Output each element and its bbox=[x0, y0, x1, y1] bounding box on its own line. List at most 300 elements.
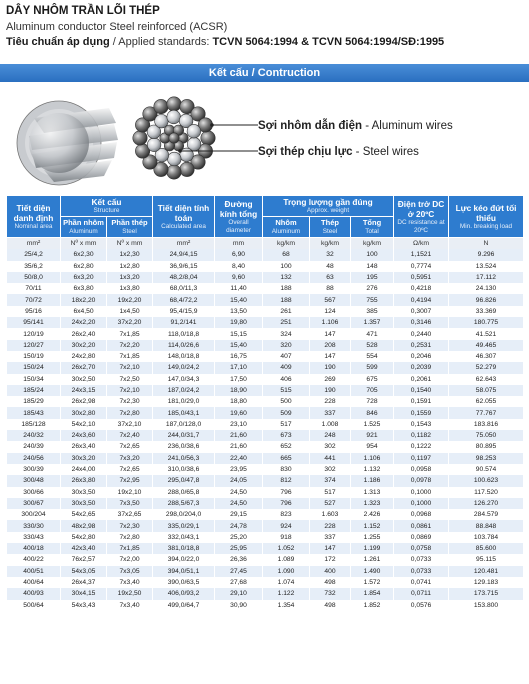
table-cell: 30x2,20 bbox=[61, 340, 107, 351]
table-cell: 251 bbox=[263, 317, 310, 328]
unit-cell: kg/km bbox=[351, 238, 394, 250]
table-cell: 6,90 bbox=[215, 249, 263, 260]
table-cell: 24,78 bbox=[215, 520, 263, 531]
table-cell: 0,4218 bbox=[394, 283, 449, 294]
unit-cell: mm bbox=[215, 238, 263, 250]
table-row bbox=[7, 453, 524, 464]
table-cell: 22,40 bbox=[215, 453, 263, 464]
table-cell: 705 bbox=[351, 385, 394, 396]
table-cell: 48,2/8,04 bbox=[153, 272, 215, 283]
table-cell: 1.132 bbox=[351, 464, 394, 475]
table-row bbox=[7, 588, 524, 599]
table-cell: 240/56 bbox=[7, 453, 61, 464]
table-cell: 652 bbox=[263, 441, 310, 452]
table-cell: 374 bbox=[310, 475, 351, 486]
table-cell: 1.186 bbox=[351, 475, 394, 486]
table-cell: 37x2,65 bbox=[107, 509, 153, 520]
table-cell: 288,5/67,3 bbox=[153, 498, 215, 509]
table-row bbox=[7, 407, 524, 418]
outer-wire bbox=[180, 162, 194, 176]
table-cell: 27,45 bbox=[215, 566, 263, 577]
table-cell: 21,60 bbox=[215, 441, 263, 452]
table-cell: 0,1559 bbox=[394, 407, 449, 418]
table-cell: 0,2039 bbox=[394, 362, 449, 373]
table-cell: 19x2,50 bbox=[107, 588, 153, 599]
table-cell: 406,0/93,2 bbox=[153, 588, 215, 599]
table-cell: 1.603 bbox=[310, 509, 351, 520]
table-cell: 18,90 bbox=[215, 385, 263, 396]
table-cell: 0,1540 bbox=[394, 385, 449, 396]
table-cell: 150/24 bbox=[7, 362, 61, 373]
table-cell: 7x2,10 bbox=[107, 362, 153, 373]
table-cell: 48 bbox=[310, 261, 351, 272]
outer-wire bbox=[133, 131, 147, 145]
table-cell: 118,0/18,8 bbox=[153, 328, 215, 339]
table-cell: 62.055 bbox=[449, 396, 524, 407]
table-cell: 100 bbox=[351, 249, 394, 260]
table-cell: 32 bbox=[310, 249, 351, 260]
table-cell: 7x2,80 bbox=[107, 532, 153, 543]
table-cell: 0,2440 bbox=[394, 328, 449, 339]
table-cell: 728 bbox=[351, 396, 394, 407]
table-cell: 70/11 bbox=[7, 283, 61, 294]
table-cell: 147,0/34,3 bbox=[153, 374, 215, 385]
table-cell: 332,0/43,1 bbox=[153, 532, 215, 543]
table-cell: 1.261 bbox=[351, 554, 394, 565]
table-cell: 300/66 bbox=[7, 487, 61, 498]
table-cell: 208 bbox=[310, 340, 351, 351]
table-cell: 554 bbox=[351, 351, 394, 362]
table-cell: 241,0/56,3 bbox=[153, 453, 215, 464]
table-cell: 88.848 bbox=[449, 520, 524, 531]
table-cell: 95/141 bbox=[7, 317, 61, 328]
table-cell: 0,0758 bbox=[394, 543, 449, 554]
col-overall-diameter: Đường kính tổng Overall diameter bbox=[215, 196, 263, 238]
col-structure-aluminum: Phần nhôm Aluminum bbox=[61, 217, 107, 238]
table-cell: 385 bbox=[351, 306, 394, 317]
table-cell: 330/43 bbox=[7, 532, 61, 543]
table-cell: 36,9/6,15 bbox=[153, 261, 215, 272]
table-cell: 528 bbox=[351, 340, 394, 351]
table-cell: 148,0/18,8 bbox=[153, 351, 215, 362]
table-cell: 1x2,30 bbox=[107, 249, 153, 260]
aluminum-wire bbox=[187, 124, 201, 138]
table-cell: 244,0/31,7 bbox=[153, 430, 215, 441]
table-cell: 6x3,20 bbox=[61, 272, 107, 283]
table-cell: 29,15 bbox=[215, 509, 263, 520]
table-cell: 148 bbox=[351, 261, 394, 272]
table-cell: 812 bbox=[263, 475, 310, 486]
table-cell: 26x2,98 bbox=[61, 396, 107, 407]
table-cell: 35/6,2 bbox=[7, 261, 61, 272]
table-row bbox=[7, 520, 524, 531]
table-cell: 103.784 bbox=[449, 532, 524, 543]
table-cell: 52.279 bbox=[449, 362, 524, 373]
table-cell: 228 bbox=[310, 396, 351, 407]
units-row bbox=[7, 238, 524, 250]
table-cell: 26x4,37 bbox=[61, 577, 107, 588]
table-cell: 183.816 bbox=[449, 419, 524, 430]
table-cell: 394,0/22,0 bbox=[153, 554, 215, 565]
table-cell: 1.089 bbox=[263, 554, 310, 565]
table-cell: 18,80 bbox=[215, 396, 263, 407]
outer-wire bbox=[167, 165, 181, 179]
table-cell: 30x3,50 bbox=[61, 498, 107, 509]
table-cell: 0,1543 bbox=[394, 419, 449, 430]
table-cell: 732 bbox=[310, 588, 351, 599]
table-cell: 126.270 bbox=[449, 498, 524, 509]
table-cell: 261 bbox=[263, 306, 310, 317]
table-cell: 1.323 bbox=[351, 498, 394, 509]
table-cell: 100 bbox=[263, 261, 310, 272]
table-cell: 188 bbox=[263, 294, 310, 305]
table-cell: 26x2,40 bbox=[61, 328, 107, 339]
table-cell: 337 bbox=[310, 532, 351, 543]
table-cell: 95.115 bbox=[449, 554, 524, 565]
unit-cell: mm² bbox=[153, 238, 215, 250]
table-cell: 100.623 bbox=[449, 475, 524, 486]
table-cell: 918 bbox=[263, 532, 310, 543]
table-row bbox=[7, 498, 524, 509]
table-cell: 29,10 bbox=[215, 588, 263, 599]
document-header bbox=[6, 4, 526, 50]
table-cell: 129.183 bbox=[449, 577, 524, 588]
table-row bbox=[7, 351, 524, 362]
table-cell: 0,1000 bbox=[394, 498, 449, 509]
col-structure: Kết cấu Structure bbox=[61, 196, 153, 217]
table-cell: 1.572 bbox=[351, 577, 394, 588]
table-cell: 25,20 bbox=[215, 532, 263, 543]
table-cell: 673 bbox=[263, 430, 310, 441]
table-cell: 1.852 bbox=[351, 600, 394, 611]
conductor-cross-section bbox=[133, 97, 215, 179]
table-cell: 0,0711 bbox=[394, 588, 449, 599]
table-cell: 24x3,15 bbox=[61, 385, 107, 396]
table-cell: 1.255 bbox=[351, 532, 394, 543]
table-cell: 23,10 bbox=[215, 419, 263, 430]
table-cell: 498 bbox=[310, 600, 351, 611]
unit-cell: kg/km bbox=[263, 238, 310, 250]
table-cell: 7x1,85 bbox=[107, 328, 153, 339]
table-cell: 599 bbox=[351, 362, 394, 373]
table-cell: 7x2,30 bbox=[107, 396, 153, 407]
table-cell: 7x2,65 bbox=[107, 464, 153, 475]
table-row bbox=[7, 249, 524, 260]
col-dc-resistance: Điện trở DC ở 20ºC DC resistance at 20ºC bbox=[394, 196, 449, 238]
table-cell: 68,0/11,3 bbox=[153, 283, 215, 294]
aluminum-wires-label: Sợi nhôm dẫn điện - Aluminum wires bbox=[258, 120, 453, 132]
table-cell: 9,60 bbox=[215, 272, 263, 283]
table-cell: 7x3,40 bbox=[107, 577, 153, 588]
table-cell: 1.357 bbox=[351, 317, 394, 328]
table-row bbox=[7, 487, 524, 498]
table-cell: 500/64 bbox=[7, 600, 61, 611]
table-cell: 7x3,40 bbox=[107, 600, 153, 611]
table-cell: 499,0/64,7 bbox=[153, 600, 215, 611]
table-cell: 6x4,50 bbox=[61, 306, 107, 317]
table-cell: 1x4,50 bbox=[107, 306, 153, 317]
specs-table bbox=[6, 195, 524, 611]
table-cell: 441 bbox=[310, 453, 351, 464]
table-cell: 27,68 bbox=[215, 577, 263, 588]
table-cell: 0,3146 bbox=[394, 317, 449, 328]
table-cell: 91,2/141 bbox=[153, 317, 215, 328]
table-cell: 1x3,20 bbox=[107, 272, 153, 283]
table-cell: 300/204 bbox=[7, 509, 61, 520]
table-cell: 172 bbox=[310, 554, 351, 565]
table-row bbox=[7, 374, 524, 385]
table-cell: 1.354 bbox=[263, 600, 310, 611]
table-cell: 187,0/128,0 bbox=[153, 419, 215, 430]
table-cell: 0,1222 bbox=[394, 441, 449, 452]
table-cell: 147 bbox=[310, 328, 351, 339]
table-cell: 17,50 bbox=[215, 374, 263, 385]
table-cell: 335,0/29,1 bbox=[153, 520, 215, 531]
table-cell: 0,2531 bbox=[394, 340, 449, 351]
table-cell: 0,0861 bbox=[394, 520, 449, 531]
table-cell: 75.050 bbox=[449, 430, 524, 441]
table-cell: 0,0978 bbox=[394, 475, 449, 486]
table-cell: 675 bbox=[351, 374, 394, 385]
table-cell: 68,4/72,2 bbox=[153, 294, 215, 305]
table-cell: 400/64 bbox=[7, 577, 61, 588]
table-cell: 17.112 bbox=[449, 272, 524, 283]
table-cell: 823 bbox=[263, 509, 310, 520]
table-cell: 37x2,10 bbox=[107, 419, 153, 430]
document-title: DÂY NHÔM TRẦN LÕI THÉP bbox=[6, 5, 160, 17]
table-cell: 400/22 bbox=[7, 554, 61, 565]
table-cell: 58.075 bbox=[449, 385, 524, 396]
unit-cell: N bbox=[449, 238, 524, 250]
table-cell: 7x3,05 bbox=[107, 566, 153, 577]
table-row bbox=[7, 475, 524, 486]
table-cell: 150/34 bbox=[7, 374, 61, 385]
table-cell: 19,80 bbox=[215, 317, 263, 328]
table-cell: 527 bbox=[310, 498, 351, 509]
table-cell: 54x3,05 bbox=[61, 566, 107, 577]
col-approx-weight: Trọng lượng gần đúng Approx. weight bbox=[263, 196, 394, 217]
table-cell: 76x2,57 bbox=[61, 554, 107, 565]
table-cell: 7x2,95 bbox=[107, 475, 153, 486]
table-cell: 185/24 bbox=[7, 385, 61, 396]
table-cell: 95,4/15,9 bbox=[153, 306, 215, 317]
table-cell: 90.574 bbox=[449, 464, 524, 475]
table-cell: 88 bbox=[310, 283, 351, 294]
table-row bbox=[7, 532, 524, 543]
table-cell: 0,4194 bbox=[394, 294, 449, 305]
table-cell: 77.767 bbox=[449, 407, 524, 418]
table-cell: 195 bbox=[351, 272, 394, 283]
table-cell: 149,0/24,2 bbox=[153, 362, 215, 373]
table-row bbox=[7, 362, 524, 373]
table-cell: 665 bbox=[263, 453, 310, 464]
table-cell: 6x3,80 bbox=[61, 283, 107, 294]
table-cell: 185/29 bbox=[7, 396, 61, 407]
table-cell: 517 bbox=[310, 487, 351, 498]
table-cell: 46.307 bbox=[449, 351, 524, 362]
standard-label-vi: Tiêu chuẩn áp dụng bbox=[6, 36, 110, 48]
table-row bbox=[7, 509, 524, 520]
table-cell: 7x1,85 bbox=[107, 543, 153, 554]
table-cell: 1,1521 bbox=[394, 249, 449, 260]
table-cell: 400/93 bbox=[7, 588, 61, 599]
unit-cell: Nº x mm bbox=[61, 238, 107, 250]
table-cell: 147 bbox=[310, 543, 351, 554]
table-cell: 42x3,40 bbox=[61, 543, 107, 554]
outer-wire bbox=[167, 97, 181, 111]
table-cell: 120.481 bbox=[449, 566, 524, 577]
table-cell: 1.122 bbox=[263, 588, 310, 599]
table-cell: 117.520 bbox=[449, 487, 524, 498]
table-cell: 7x3,20 bbox=[107, 453, 153, 464]
table-cell: 120/19 bbox=[7, 328, 61, 339]
table-row bbox=[7, 419, 524, 430]
col-weight-aluminum: Nhôm Aluminum bbox=[263, 217, 310, 238]
table-cell: 755 bbox=[351, 294, 394, 305]
table-cell: 95/16 bbox=[7, 306, 61, 317]
unit-cell: Ω/km bbox=[394, 238, 449, 250]
table-cell: 300/39 bbox=[7, 464, 61, 475]
table-cell: 337 bbox=[310, 407, 351, 418]
table-cell: 0,0869 bbox=[394, 532, 449, 543]
table-cell: 153.800 bbox=[449, 600, 524, 611]
table-row bbox=[7, 283, 524, 294]
table-cell: 24x4,00 bbox=[61, 464, 107, 475]
table-cell: 248 bbox=[310, 430, 351, 441]
table-cell: 276 bbox=[351, 283, 394, 294]
table-cell: 0,1182 bbox=[394, 430, 449, 441]
outer-wire bbox=[154, 99, 168, 113]
table-cell: 54x2,10 bbox=[61, 419, 107, 430]
table-cell: 185/43 bbox=[7, 407, 61, 418]
table-cell: 62.643 bbox=[449, 374, 524, 385]
table-cell: 30x3,20 bbox=[61, 453, 107, 464]
table-cell: 30,90 bbox=[215, 600, 263, 611]
table-row bbox=[7, 261, 524, 272]
table-cell: 1.490 bbox=[351, 566, 394, 577]
table-cell: 284.579 bbox=[449, 509, 524, 520]
steel-core-wire bbox=[169, 133, 179, 143]
table-cell: 24.130 bbox=[449, 283, 524, 294]
table-cell: 7x2,00 bbox=[107, 554, 153, 565]
table-cell: 406 bbox=[263, 374, 310, 385]
table-cell: 7x2,40 bbox=[107, 430, 153, 441]
table-cell: 400/18 bbox=[7, 543, 61, 554]
table-cell: 181,0/29,0 bbox=[153, 396, 215, 407]
diagram-labels bbox=[258, 118, 453, 170]
col-calculated-area: Tiết diện tính toán Calculated area bbox=[153, 196, 215, 238]
table-cell: 330/30 bbox=[7, 520, 61, 531]
table-cell: 30x4,15 bbox=[61, 588, 107, 599]
table-row bbox=[7, 464, 524, 475]
applied-standard bbox=[6, 35, 526, 50]
table-row bbox=[7, 543, 524, 554]
unit-cell: mm² bbox=[7, 238, 61, 250]
table-cell: 30x2,80 bbox=[61, 407, 107, 418]
table-cell: 269 bbox=[310, 374, 351, 385]
table-cell: 390,0/63,5 bbox=[153, 577, 215, 588]
table-cell: 0,0733 bbox=[394, 554, 449, 565]
table-cell: 41.521 bbox=[449, 328, 524, 339]
table-cell: 921 bbox=[351, 430, 394, 441]
table-cell: 0,2061 bbox=[394, 374, 449, 385]
table-row bbox=[7, 340, 524, 351]
unit-cell: kg/km bbox=[310, 238, 351, 250]
table-cell: 400/51 bbox=[7, 566, 61, 577]
table-cell: 63 bbox=[310, 272, 351, 283]
table-cell: 0,0741 bbox=[394, 577, 449, 588]
table-cell: 1.090 bbox=[263, 566, 310, 577]
table-cell: 190 bbox=[310, 385, 351, 396]
table-row bbox=[7, 328, 524, 339]
table-cell: 13.524 bbox=[449, 261, 524, 272]
table-cell: 15,15 bbox=[215, 328, 263, 339]
table-cell: 471 bbox=[351, 328, 394, 339]
table-cell: 0,0958 bbox=[394, 464, 449, 475]
table-cell: 302 bbox=[310, 464, 351, 475]
table-cell: 1.074 bbox=[263, 577, 310, 588]
conductor-side-view bbox=[17, 101, 118, 185]
table-cell: 846 bbox=[351, 407, 394, 418]
table-cell: 509 bbox=[263, 407, 310, 418]
table-row bbox=[7, 306, 524, 317]
table-cell: 498 bbox=[310, 577, 351, 588]
table-cell: 7x2,80 bbox=[107, 407, 153, 418]
table-cell: 236,0/38,6 bbox=[153, 441, 215, 452]
outer-wire bbox=[201, 131, 215, 145]
table-row bbox=[7, 272, 524, 283]
table-cell: 54x3,43 bbox=[61, 600, 107, 611]
table-cell: 228 bbox=[310, 520, 351, 531]
table-cell: 0,0733 bbox=[394, 566, 449, 577]
standard-value: TCVN 5064:1994 & TCVN 5064:1994/SĐ:1995 bbox=[212, 36, 445, 48]
table-cell: 400 bbox=[310, 566, 351, 577]
table-cell: 17,10 bbox=[215, 362, 263, 373]
table-cell: 24x3,60 bbox=[61, 430, 107, 441]
unit-cell: Nº x mm bbox=[107, 238, 153, 250]
table-cell: 185/128 bbox=[7, 419, 61, 430]
table-row bbox=[7, 396, 524, 407]
table-cell: 0,2046 bbox=[394, 351, 449, 362]
table-cell: 185,0/43,1 bbox=[153, 407, 215, 418]
table-cell: 15,40 bbox=[215, 294, 263, 305]
table-cell: 7x2,20 bbox=[107, 340, 153, 351]
table-cell: 54x2,80 bbox=[61, 532, 107, 543]
table-row bbox=[7, 577, 524, 588]
table-cell: 6x2,80 bbox=[61, 261, 107, 272]
table-row bbox=[7, 566, 524, 577]
table-cell: 1x3,80 bbox=[107, 283, 153, 294]
table-cell: 19x2,10 bbox=[107, 487, 153, 498]
table-cell: 132 bbox=[263, 272, 310, 283]
table-cell: 381,0/18,8 bbox=[153, 543, 215, 554]
table-cell: 0,0968 bbox=[394, 509, 449, 520]
table-cell: 7x3,50 bbox=[107, 498, 153, 509]
steel-wires-label: Sợi thép chịu lực - Steel wires bbox=[258, 146, 419, 158]
table-cell: 48x2,98 bbox=[61, 520, 107, 531]
table-cell: 68 bbox=[263, 249, 310, 260]
table-cell: 320 bbox=[263, 340, 310, 351]
col-weight-steel: Thép Steel bbox=[310, 217, 351, 238]
table-cell: 240/39 bbox=[7, 441, 61, 452]
table-cell: 1.052 bbox=[263, 543, 310, 554]
table-row bbox=[7, 441, 524, 452]
table-cell: 288,0/65,8 bbox=[153, 487, 215, 498]
table-cell: 19x2,20 bbox=[107, 294, 153, 305]
table-row bbox=[7, 317, 524, 328]
table-cell: 1.008 bbox=[310, 419, 351, 430]
standard-label-en: / Applied standards: bbox=[109, 36, 213, 48]
